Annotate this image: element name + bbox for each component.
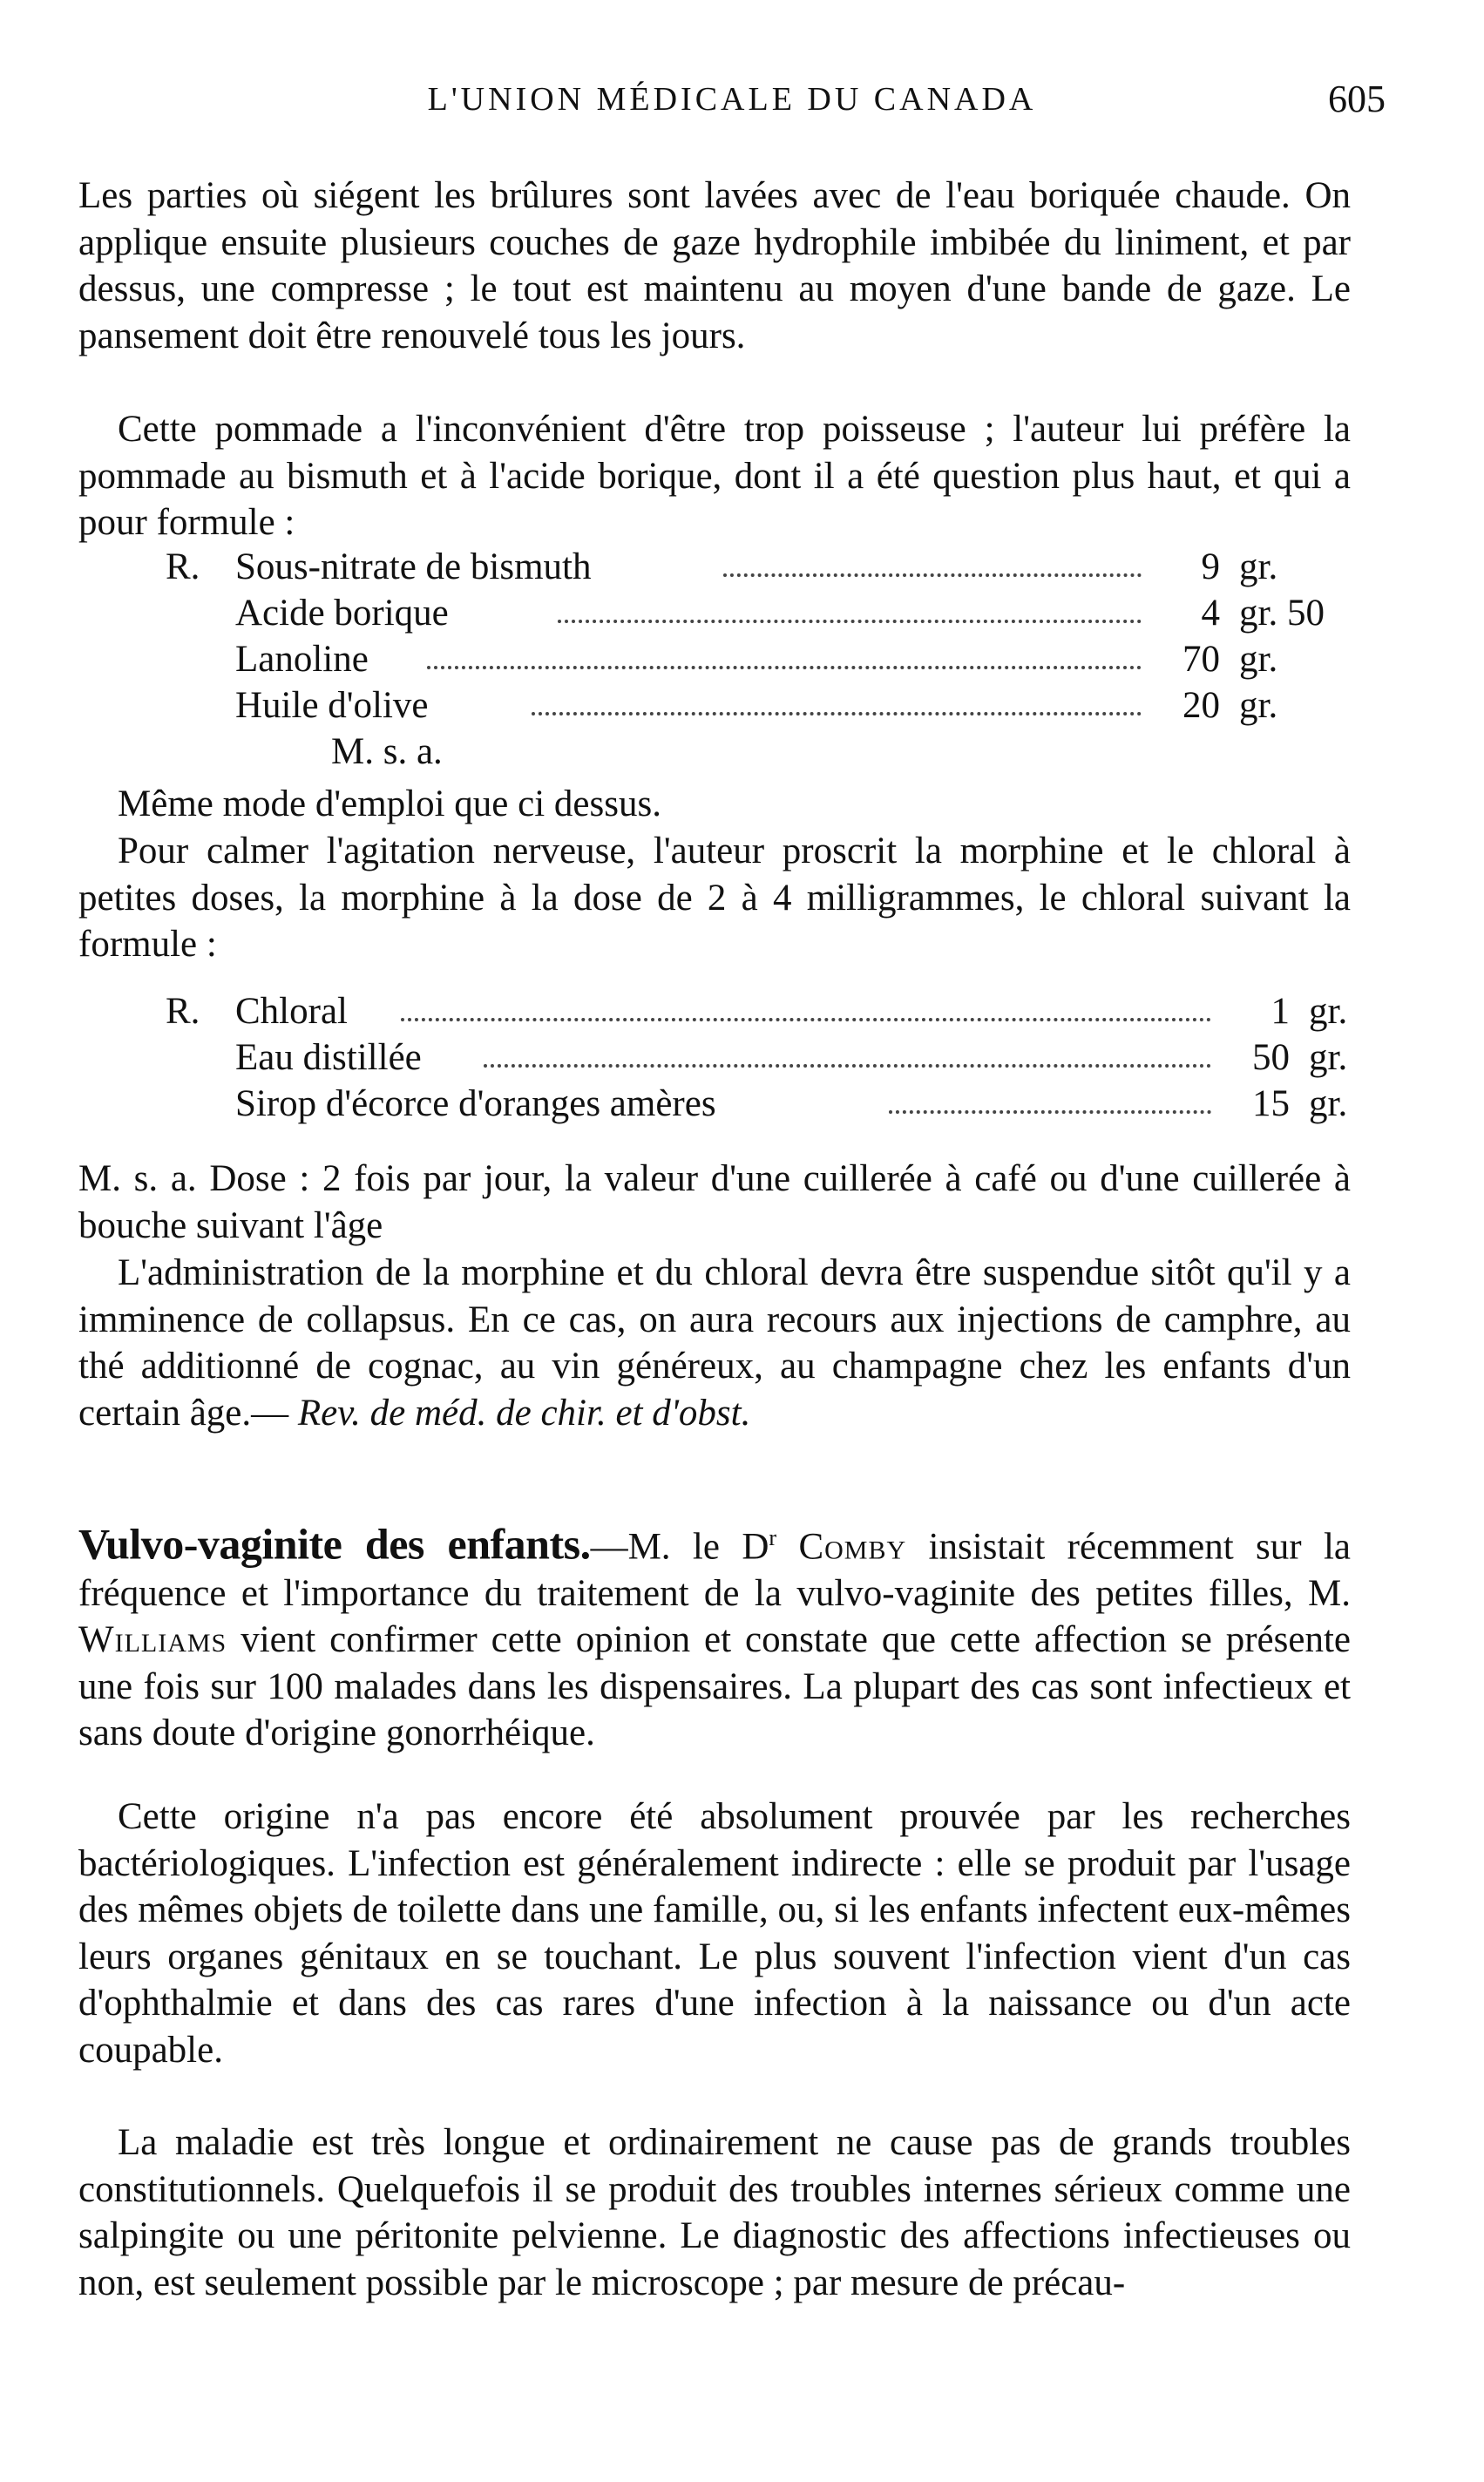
rx-ingredient: Lanoline bbox=[235, 639, 369, 680]
rx-ingredient: Chloral bbox=[235, 991, 348, 1032]
rx-ingredient: Acide borique bbox=[235, 593, 449, 634]
paragraph-burn-dressing bbox=[78, 173, 1351, 359]
paragraph-text: Même mode d'emploi que ci dessus. bbox=[118, 783, 661, 824]
paragraph-text: Pour calmer l'agitation nerveuse, l'auteur proscrit la morphine et le chloral à petites doses, la morphine à la dose de 2 à 4 milligrammes, le chloral suivant la formule : bbox=[78, 831, 1351, 965]
rx-quantity: 50 bbox=[1252, 1037, 1290, 1078]
paragraph-maladie bbox=[78, 2119, 1351, 2306]
rx-symbol: R. bbox=[166, 991, 200, 1032]
rx-unit: gr. bbox=[1239, 639, 1278, 680]
citation-reference: Rev. de méd. de chir. et d'obst. bbox=[297, 1392, 751, 1434]
rx-symbol: R. bbox=[166, 546, 200, 587]
paragraph-text: M. s. a. Dose : 2 fois par jour, la valeur d'une cuillerée à café ou d'une cuillerée à bouche suivant l'âge bbox=[78, 1158, 1351, 1246]
rx-unit: gr. bbox=[1309, 1037, 1348, 1078]
section-title: Vulvo-vaginite des enfants. bbox=[78, 1519, 591, 1569]
paragraph-administration bbox=[78, 1250, 1351, 1436]
rx-quantity: 1 bbox=[1271, 991, 1290, 1032]
dot-leader bbox=[484, 1064, 1211, 1068]
dot-leader bbox=[558, 620, 1142, 623]
rx-ingredient: Sirop d'écorce d'oranges amères bbox=[235, 1083, 716, 1124]
section-text-2: vient confirmer cette opinion et constate que cette affection se présente une fois sur 100 malades dans les dispensaires. La plupart des cas sont infectieux et sans doute d'origine gonorrhéique. bbox=[78, 1619, 1351, 1754]
running-title: L'UNION MÉDICALE DU CANADA bbox=[427, 81, 1037, 118]
paragraph-body: L'administration de la morphine et du chloral devra être suspendue sitôt qu'il y a imminence de collapsus. En ce cas, on aura recours aux injections de camphre, au thé additionné de cognac, au vin généreux, au champagne chez les enfants d'un certain âge.— bbox=[78, 1252, 1351, 1434]
section-vulvo-vaginite bbox=[78, 1515, 1351, 1757]
rx-quantity: 70 bbox=[1182, 639, 1220, 680]
doctor-superscript: r bbox=[769, 1525, 777, 1550]
rx-ingredient: Huile d'olive bbox=[235, 685, 429, 726]
dot-leader bbox=[723, 573, 1142, 577]
rx-msa: M. s. a. bbox=[331, 731, 443, 772]
paragraph-agitation bbox=[78, 828, 1351, 968]
page-number: 605 bbox=[1328, 78, 1386, 120]
section-text-1: insistait récemment sur la fréquence et l'importance du traitement de la vulvo-vaginite des petites filles, M. bbox=[78, 1526, 1352, 1614]
rx-quantity: 15 bbox=[1252, 1083, 1290, 1124]
page-header bbox=[78, 80, 1386, 132]
dot-leader bbox=[889, 1110, 1211, 1114]
dot-leader bbox=[427, 666, 1142, 669]
dot-leader bbox=[401, 1018, 1211, 1021]
author-name-williams: Williams bbox=[78, 1619, 227, 1661]
paragraph-text bbox=[78, 1250, 1351, 1436]
rx-unit: gr. bbox=[1309, 991, 1348, 1032]
paragraph-text: Cette origine n'a pas encore été absolument prouvée par les recherches bactériologiques. L'infection est généralement indirecte : elle se produit par l'usage des mêmes objets de toilette dans une famille, ou, si les enfants infectent eux-mêmes leurs organes génitaux en se touchant. Le plus souvent l'infection vient d'un cas d'ophthalmie et dans des cas rares d'une infection à la naissance ou d'un acte coupable. bbox=[78, 1796, 1351, 2071]
rx-unit: gr. bbox=[1239, 685, 1278, 726]
paragraph-origin bbox=[78, 1794, 1351, 2073]
paragraph-text: Cette pommade a l'inconvénient d'être trop poisseuse ; l'auteur lui préfère la pommade au bismuth et à l'acide borique, dont il a été question plus haut, et qui a pour formule : bbox=[78, 409, 1351, 543]
section-dash: —M. le D bbox=[590, 1526, 769, 1568]
paragraph-pommade bbox=[78, 406, 1351, 546]
rx-unit: gr. bbox=[1309, 1083, 1348, 1124]
paragraph-same-usage bbox=[78, 781, 1351, 828]
rx-unit: gr. 50 bbox=[1239, 593, 1325, 634]
rx-ingredient: Sous-nitrate de bismuth bbox=[235, 546, 592, 587]
author-name-comby: Comby bbox=[798, 1526, 907, 1568]
paragraph-text: Les parties où siégent les brûlures sont lavées avec de l'eau boriquée chaude. On applique ensuite plusieurs couches de gaze hydrophile imbibée du liniment, et par dessus, une compresse ; le tout est maintenu au moyen d'une bande de gaze. Le pansement doit être renouvelé tous les jours. bbox=[78, 175, 1351, 356]
dot-leader bbox=[532, 712, 1142, 715]
rx-quantity: 4 bbox=[1201, 593, 1220, 634]
paragraph-text: La maladie est très longue et ordinairement ne cause pas de grands troubles constitutionnels. Quelquefois il se produit des troubles internes sérieux comme une salpingite ou une péritonite pelvienne. Le diagnostic des affections infectieuses ou non, est seulement possible par le microscope ; par mesure de précau- bbox=[78, 2122, 1351, 2303]
section-paragraph bbox=[78, 1515, 1351, 1757]
rx-quantity: 9 bbox=[1201, 546, 1220, 587]
rx-quantity: 20 bbox=[1182, 685, 1220, 726]
paragraph-dose bbox=[78, 1156, 1351, 1249]
rx-unit: gr. bbox=[1239, 546, 1278, 587]
rx-ingredient: Eau distillée bbox=[235, 1037, 422, 1078]
